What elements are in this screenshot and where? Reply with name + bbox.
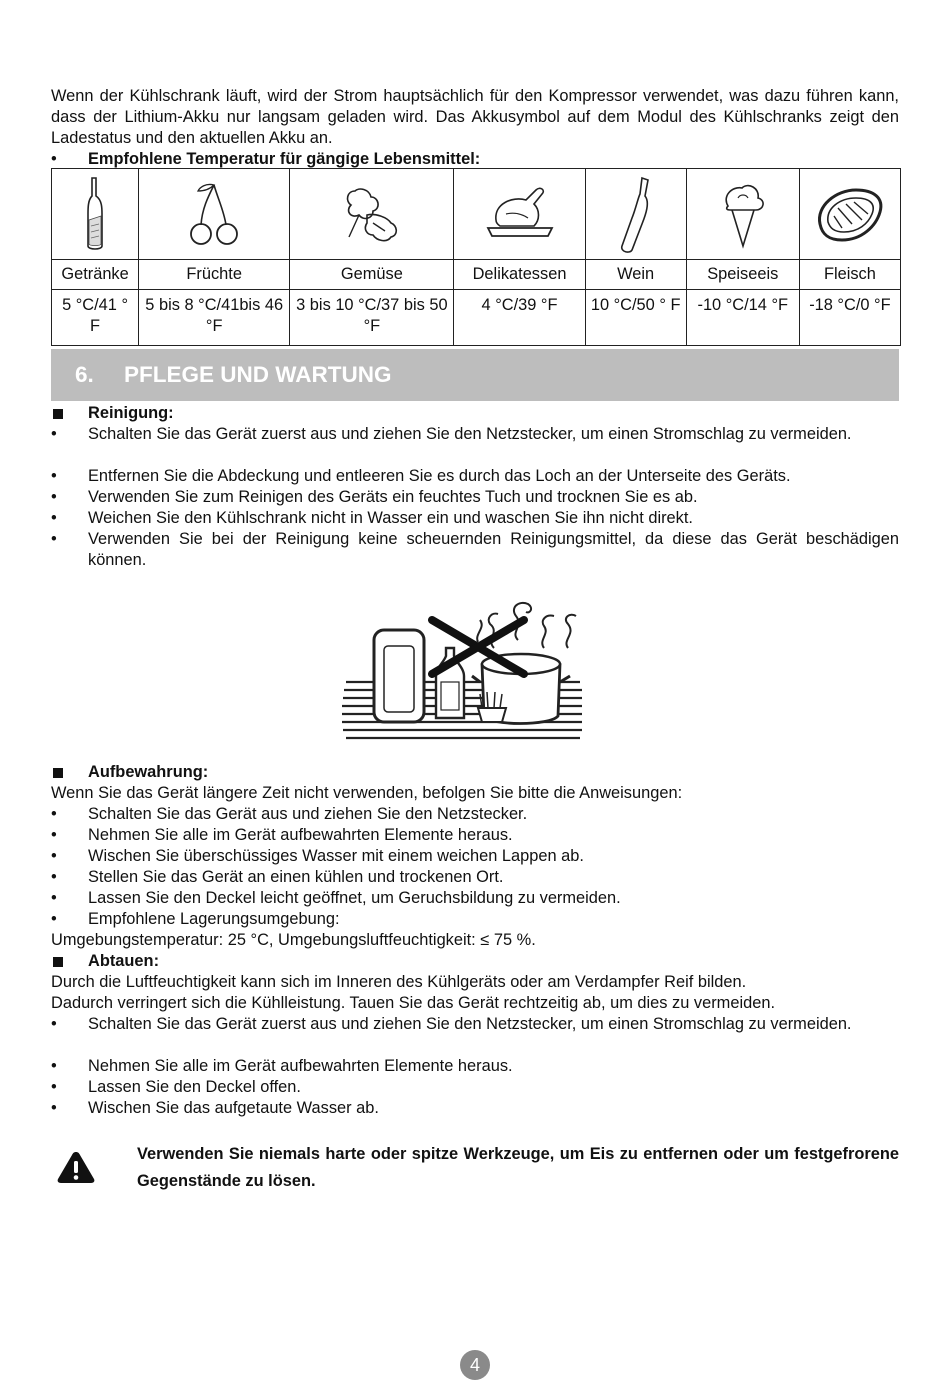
bottle-icon (80, 174, 110, 254)
list-item (51, 1056, 899, 1077)
storage-heading-line (51, 762, 899, 783)
cell-icon-fruits (139, 169, 290, 260)
temp-value: -10 °C/14 °F (686, 290, 799, 346)
section-number: 6. (75, 362, 94, 387)
list-item-text: Schalten Sie das Gerät zuerst aus und ziehen Sie den Netzstecker, um einen Stromschlag zu vermeiden. (88, 1015, 852, 1033)
page-number: 4 (460, 1350, 490, 1380)
list-item (51, 825, 899, 846)
list-item (51, 466, 899, 487)
defrost-text-1: Durch die Luftfeuchtigkeit kann sich im Inneren des Kühlgeräts oder am Verdampfer Reif bilden. (51, 973, 747, 991)
bullet: • (51, 467, 57, 485)
list-item (51, 529, 899, 571)
section-title: PFLEGE UND WARTUNG (124, 362, 392, 387)
bullet: • (51, 1078, 57, 1096)
list-item (51, 846, 899, 867)
temp-value: 5 bis 8 °C/41bis 46 °F (139, 290, 290, 346)
defrost-heading-line (51, 951, 899, 972)
wine-bottle-icon (616, 174, 656, 254)
cell-icon-ice-cream (686, 169, 799, 260)
temp-heading-line (51, 149, 899, 170)
storage-environment: Umgebungstemperatur: 25 °C, Umgebungsluftfeuchtigkeit: ≤ 75 %. (51, 931, 536, 949)
roast-chicken-icon (484, 184, 556, 244)
bullet: • (51, 805, 57, 823)
temp-heading: Empfohlene Temperatur für gängige Lebensmittel: (88, 150, 481, 168)
food-name: Getränke (52, 260, 139, 290)
temperature-table (51, 168, 901, 346)
bullet: • (51, 1099, 57, 1117)
list-item-text: Nehmen Sie alle im Gerät aufbewahrten Elemente heraus. (88, 1057, 513, 1075)
bullet: • (51, 1015, 57, 1033)
ice-cream-icon (718, 178, 768, 250)
list-item-text: Entfernen Sie die Abdeckung und entleeren Sie es durch das Loch an der Unterseite des Geräts. (88, 467, 791, 485)
bullet: • (51, 425, 57, 443)
steak-icon (812, 184, 888, 244)
bullet: • (51, 530, 57, 548)
food-name: Gemüse (290, 260, 454, 290)
temp-value: 5 °C/41 ° F (52, 290, 139, 346)
food-name: Speiseeis (686, 260, 799, 290)
cell-icon-meat (799, 169, 900, 260)
warning-icon (56, 1150, 96, 1184)
no-abrasive-cleaner-illustration (340, 590, 590, 745)
list-item-text: Nehmen Sie alle im Gerät aufbewahrten Elemente heraus. (88, 826, 513, 844)
list-item (51, 909, 899, 930)
bullet: • (51, 509, 57, 527)
list-item (51, 508, 899, 529)
square-bullet-icon (53, 957, 63, 967)
list-item-text: Verwenden Sie zum Reinigen des Geräts ein feuchtes Tuch und trocknen Sie es ab. (88, 488, 698, 506)
temp-value: 10 °C/50 ° F (585, 290, 686, 346)
list-item-text: Wischen Sie das aufgetaute Wasser ab. (88, 1099, 379, 1117)
temp-value: -18 °C/0 °F (799, 290, 900, 346)
temp-value: 3 bis 10 °C/37 bis 50 °F (290, 290, 454, 346)
list-item-text: Lassen Sie den Deckel leicht geöffnet, um Geruchsbildung zu vermeiden. (88, 889, 621, 907)
list-item-text: Lassen Sie den Deckel offen. (88, 1078, 301, 1096)
warning-text: Verwenden Sie niemals harte oder spitze Werkzeuge, um Eis zu entfernen oder um festgefrorene Gegenstände zu lösen. (137, 1145, 899, 1190)
defrost-text-2: Dadurch verringert sich die Kühlleistung. Tauen Sie das Gerät rechtzeitig ab, um dies zu vermeiden. (51, 994, 775, 1012)
list-item-text: Schalten Sie das Gerät aus und ziehen Sie den Netzstecker. (88, 805, 528, 823)
cherries-icon (184, 179, 244, 249)
food-name: Delikatessen (454, 260, 585, 290)
list-item-text: Empfohlene Lagerungsumgebung: (88, 910, 340, 928)
section-header (51, 349, 899, 401)
cell-icon-vegetables (290, 169, 454, 260)
list-item (51, 1077, 899, 1098)
defrost-heading: Abtauen: (88, 952, 160, 970)
list-item-text: Schalten Sie das Gerät zuerst aus und ziehen Sie den Netzstecker, um einen Stromschlag zu vermeiden. (88, 425, 852, 443)
bullet: • (51, 847, 57, 865)
bullet: • (51, 488, 57, 506)
list-item-text: Wischen Sie überschüssiges Wasser mit einem weichen Lappen ab. (88, 847, 584, 865)
temp-value: 4 °C/39 °F (454, 290, 585, 346)
list-item (51, 487, 899, 508)
square-bullet-icon (53, 768, 63, 778)
bullet: • (51, 826, 57, 844)
bullet: • (51, 150, 57, 168)
intro-paragraph: Wenn der Kühlschrank läuft, wird der Strom hauptsächlich für den Kompressor verwendet, was dazu führen kann, dass der Lithium-Akku nur langsam geladen wird. Das Akkusymbol auf dem Modul des Kühlschranks zeigt den Ladestatus und den aktuellen Akku an. (51, 87, 899, 147)
list-item (51, 1098, 899, 1119)
list-item-text: Verwenden Sie bei der Reinigung keine scheuernden Reinigungsmittel, da diese das Gerät beschädigen können. (88, 530, 899, 569)
vegetables-icon (337, 179, 407, 249)
food-name: Wein (585, 260, 686, 290)
list-item-text: Stellen Sie das Gerät an einen kühlen und trockenen Ort. (88, 868, 504, 886)
list-item (51, 1014, 899, 1035)
cell-icon-wine (585, 169, 686, 260)
cell-icon-drinks (52, 169, 139, 260)
square-bullet-icon (53, 409, 63, 419)
list-item (51, 804, 899, 825)
storage-heading: Aufbewahrung: (88, 763, 209, 781)
food-name: Früchte (139, 260, 290, 290)
cleaning-heading: Reinigung: (88, 404, 174, 422)
list-item (51, 424, 899, 445)
cell-icon-delicatessen (454, 169, 585, 260)
bullet: • (51, 910, 57, 928)
storage-intro: Wenn Sie das Gerät längere Zeit nicht verwenden, befolgen Sie bitte die Anweisungen: (51, 784, 683, 802)
bullet: • (51, 889, 57, 907)
bullet: • (51, 1057, 57, 1075)
bullet: • (51, 868, 57, 886)
list-item (51, 867, 899, 888)
list-item (51, 888, 899, 909)
food-name: Fleisch (799, 260, 900, 290)
cleaning-heading-line (51, 403, 899, 424)
list-item-text: Weichen Sie den Kühlschrank nicht in Wasser ein und waschen Sie ihn nicht direkt. (88, 509, 693, 527)
